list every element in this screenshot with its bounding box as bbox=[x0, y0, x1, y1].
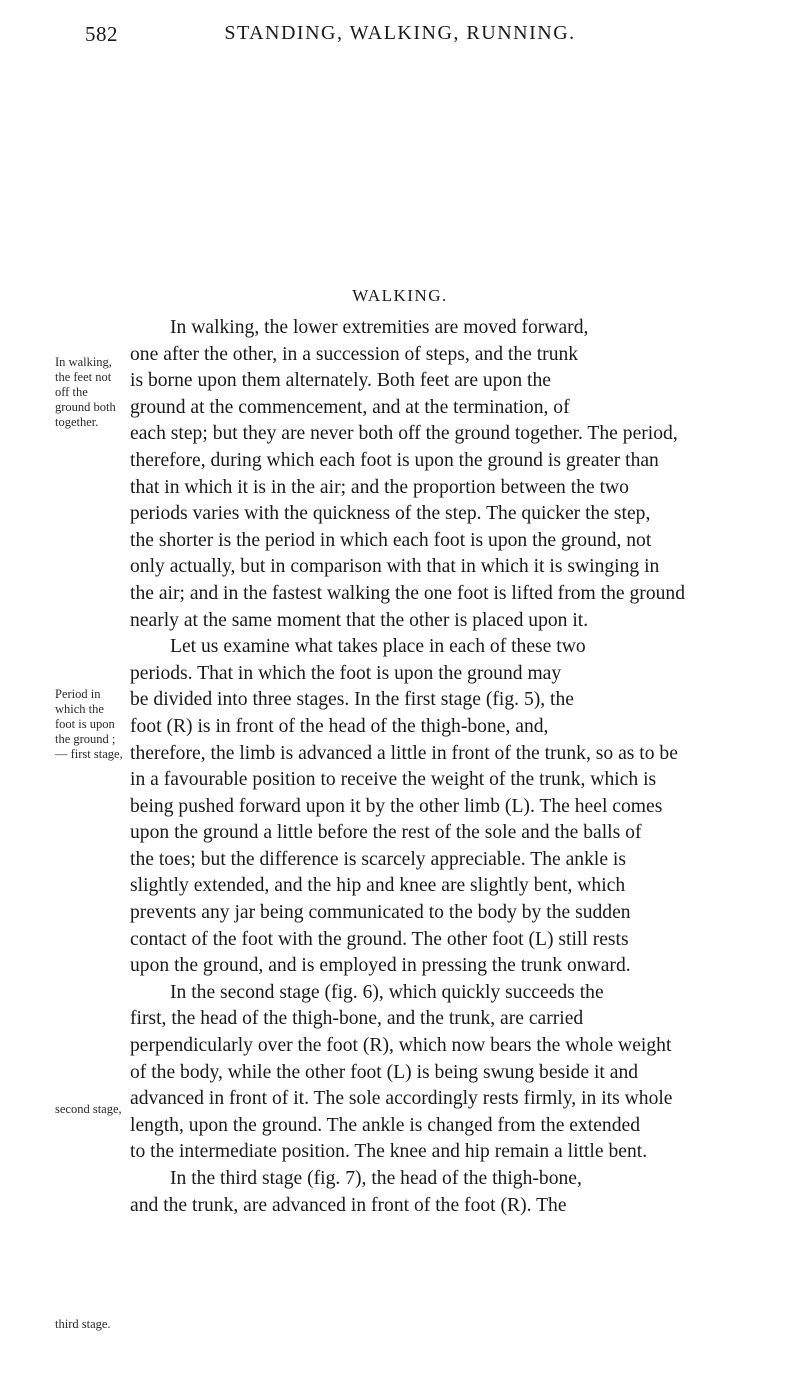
text-line: one after the other, in a succession of steps, and the trunk bbox=[130, 343, 579, 365]
text-line: upon the ground a little before the rest of the sole and the balls of bbox=[130, 822, 642, 844]
text-line: be divided into three stages. In the first stage (fig. 5), the bbox=[130, 689, 574, 711]
text-line: that in which it is in the air; and the proportion between the two bbox=[130, 476, 629, 498]
text-line: upon the ground, and is employed in pressing the trunk onward. bbox=[130, 955, 631, 977]
text-line: length, upon the ground. The ankle is changed from the extended bbox=[130, 1114, 641, 1136]
text-line: periods varies with the quickness of the step. The quicker the step, bbox=[130, 503, 651, 525]
section-title: WALKING. bbox=[352, 286, 448, 305]
text-line: in a favourable position to receive the weight of the trunk, which is bbox=[130, 769, 657, 791]
text-line: periods. That in which the foot is upon the ground may bbox=[130, 662, 562, 684]
text-line: In walking, the lower extremities are moved forward, bbox=[170, 317, 589, 338]
text-line: first, the head of the thigh-bone, and the trunk, are carried bbox=[130, 1008, 584, 1030]
text-line: to the intermediate position. The knee and hip remain a little bent. bbox=[130, 1141, 648, 1163]
text-line: slightly extended, and the hip and knee are slightly bent, which bbox=[130, 875, 626, 897]
text-line: foot (R) is in front of the head of the thigh-bone, and, bbox=[130, 715, 549, 737]
text-line: of the body, while the other foot (L) is being swung beside it and bbox=[130, 1061, 639, 1083]
text-line: contact of the foot with the ground. The other foot (L) still rests bbox=[130, 928, 629, 950]
margin-note: second stage, bbox=[55, 1102, 122, 1116]
text-line: the air; and in the fastest walking the one foot is lifted from the ground bbox=[130, 582, 686, 604]
text-line: the toes; but the difference is scarcely appreciable. The ankle is bbox=[130, 848, 626, 870]
page-number: 582 bbox=[85, 22, 118, 46]
text-line: only actually, but in comparison with that in which it is swinging in bbox=[130, 556, 660, 578]
body-text bbox=[130, 315, 738, 1219]
text-line: ground at the commencement, and at the termination, of bbox=[130, 396, 570, 418]
text-line: nearly at the same moment that the other is placed upon it. bbox=[130, 609, 589, 631]
text-line: In the second stage (fig. 6), which quickly succeeds the bbox=[170, 981, 604, 1003]
text-line: and the trunk, are advanced in front of the foot (R). The bbox=[130, 1194, 567, 1216]
text-line: therefore, during which each foot is upon the ground is greater than bbox=[130, 449, 659, 471]
margin-note: In walking, the feet not off the ground both together. bbox=[55, 355, 116, 429]
margin-note: third stage. bbox=[55, 1317, 111, 1331]
text-line: the shorter is the period in which each foot is upon the ground, not bbox=[130, 529, 652, 551]
text-line: prevents any jar being communicated to the body by the sudden bbox=[130, 902, 631, 924]
text-line: Let us examine what takes place in each of these two bbox=[170, 636, 586, 658]
text-line: being pushed forward upon it by the other limb (L). The heel comes bbox=[130, 795, 663, 817]
text-line: perpendicularly over the foot (R), which now bears the whole weight bbox=[130, 1035, 672, 1057]
margin-note: Period in which the foot is upon the ground ;— first stage, bbox=[55, 687, 123, 761]
text-line: advanced in front of it. The sole accordingly rests firmly, in its whole bbox=[130, 1088, 673, 1110]
running-head: STANDING, WALKING, RUNNING. bbox=[224, 22, 576, 44]
text-line: In the third stage (fig. 7), the head of the thigh-bone, bbox=[170, 1168, 582, 1189]
text-line: therefore, the limb is advanced a little in front of the trunk, so as to be bbox=[130, 742, 678, 764]
text-line: each step; but they are never both off the ground together. The period, bbox=[130, 423, 678, 445]
page-header bbox=[0, 22, 800, 62]
text-line: is borne upon them alternately. Both feet are upon the bbox=[130, 370, 551, 392]
